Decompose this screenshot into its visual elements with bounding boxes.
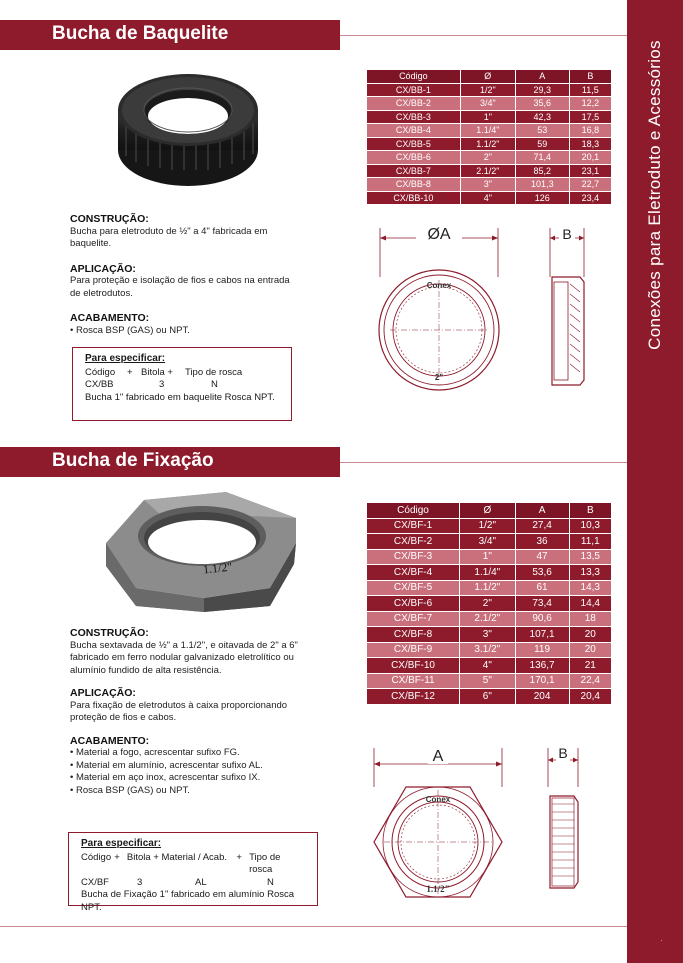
section1-spec-title: Para especificar: xyxy=(85,353,166,364)
table-cell: 1.1/4" xyxy=(460,124,515,138)
section2-acabamento-title: ACABAMENTO: xyxy=(70,734,150,747)
section1-rule xyxy=(340,35,627,36)
table-cell: 13,5 xyxy=(569,549,611,565)
table-cell: CX/BB-2 xyxy=(367,97,461,111)
table-cell: 42,3 xyxy=(515,110,569,124)
bakelite-front-drawing xyxy=(370,222,510,397)
table-cell: 14,4 xyxy=(569,596,611,612)
table-cell: CX/BF-6 xyxy=(367,596,460,612)
table-cell: 36 xyxy=(515,534,569,550)
table-cell: 204 xyxy=(515,689,569,705)
table-cell: 14,3 xyxy=(569,580,611,596)
table-header: A xyxy=(515,70,569,84)
section2-construcao-line: alumínio fundido de alta resistência. xyxy=(70,664,222,676)
table-cell: 20,4 xyxy=(569,689,611,705)
table-cell: 1.1/2" xyxy=(460,580,516,596)
table-header: A xyxy=(515,503,569,519)
table-cell: CX/BF-12 xyxy=(367,689,460,705)
spec-material-value: AL xyxy=(195,876,207,888)
section2-aplicacao-line: proteção de fios e cabos. xyxy=(70,712,177,723)
spec-bitola: Bitola + xyxy=(141,366,173,378)
table-cell: 18,3 xyxy=(569,137,611,151)
table-cell: 3" xyxy=(460,627,516,643)
table-row xyxy=(367,137,612,151)
table-row xyxy=(367,549,612,565)
table-cell: 2" xyxy=(460,596,516,612)
section1-dimension-table xyxy=(366,69,612,205)
table-cell: 2.1/2" xyxy=(460,611,516,627)
table-cell: CX/BF-7 xyxy=(367,611,460,627)
table-cell: 47 xyxy=(515,549,569,565)
fixation-bushing-photo xyxy=(100,488,300,613)
page-number: · xyxy=(660,936,663,945)
table-cell: 3" xyxy=(460,178,515,192)
table-cell: 4" xyxy=(460,191,515,205)
table-cell: CX/BF-8 xyxy=(367,627,460,643)
table-cell: 12,2 xyxy=(569,97,611,111)
spec-codigo-value: CX/BB xyxy=(85,379,114,390)
table-cell: 85,2 xyxy=(515,164,569,178)
section2-spec-example: Bucha de Fixação 1" fabricado em alumínio Rosca NPT. xyxy=(81,889,295,913)
table-cell: 59 xyxy=(515,137,569,151)
table-row xyxy=(367,151,612,165)
bakelite-bushing-photo xyxy=(108,60,268,200)
spec-plus: + xyxy=(127,366,133,378)
table-cell: 1/2" xyxy=(460,83,515,97)
table-cell: CX/BF-1 xyxy=(367,518,460,534)
side-band xyxy=(627,0,683,963)
table-cell: 21 xyxy=(569,658,611,674)
fixation-side-drawing xyxy=(540,742,590,907)
table-cell: 170,1 xyxy=(515,673,569,689)
spec-rosca-value: N xyxy=(211,379,218,390)
table-cell: 13,3 xyxy=(569,565,611,581)
section2-aplicacao-title: APLICAÇÃO: xyxy=(70,687,136,699)
table-cell: 73,4 xyxy=(515,596,569,612)
section2-acabamento-item: • Material em aço inox, acrescentar sufixo IX. xyxy=(70,772,261,783)
table-cell: 11,1 xyxy=(569,534,611,550)
table-cell: 126 xyxy=(515,191,569,205)
table-cell: 6" xyxy=(460,689,516,705)
table-cell: 1/2" xyxy=(460,518,516,534)
table-header: Ø xyxy=(460,503,516,519)
table-cell: 11,5 xyxy=(569,83,611,97)
table-row xyxy=(367,191,612,205)
table-cell: 101,3 xyxy=(515,178,569,192)
table-cell: CX/BF-3 xyxy=(367,549,460,565)
table-row xyxy=(367,164,612,178)
table-row xyxy=(367,97,612,111)
spec-codigo: Código xyxy=(81,851,112,863)
spec-rosca-value: N xyxy=(267,876,274,888)
brand-mark: Conex xyxy=(425,795,451,804)
table-row xyxy=(367,611,612,627)
table-row xyxy=(367,627,612,643)
table-cell: 23,1 xyxy=(569,164,611,178)
table-row xyxy=(367,580,612,596)
table-cell: 1" xyxy=(460,110,515,124)
spec-bitola-value: 3 xyxy=(159,379,165,390)
table-row xyxy=(367,673,612,689)
table-cell: CX/BB-5 xyxy=(367,137,461,151)
table-row xyxy=(367,83,612,97)
section1-aplicacao-line: Para proteção e isolação de fios e cabos na entrada xyxy=(70,275,290,286)
table-row xyxy=(367,518,612,534)
section1-title: Bucha de Baquelite xyxy=(52,23,229,44)
table-cell: 61 xyxy=(515,580,569,596)
table-cell: 17,5 xyxy=(569,110,611,124)
table-header: Ø xyxy=(460,70,515,84)
table-cell: 5" xyxy=(460,673,516,689)
table-row xyxy=(367,124,612,138)
table-cell: 35,6 xyxy=(515,97,569,111)
table-cell: CX/BB-6 xyxy=(367,151,461,165)
table-cell: 29,3 xyxy=(515,83,569,97)
section1-construcao-title: CONSTRUÇÃO: xyxy=(70,213,149,225)
size-mark: 1.1/2" xyxy=(426,884,450,894)
table-cell: 20 xyxy=(569,627,611,643)
table-cell: 27,4 xyxy=(515,518,569,534)
brand-mark: Conex xyxy=(426,281,452,290)
table-cell: CX/BB-1 xyxy=(367,83,461,97)
table-cell: 2" xyxy=(460,151,515,165)
table-cell: CX/BB-3 xyxy=(367,110,461,124)
footer-rule xyxy=(0,926,627,927)
dim-a-label: ØA xyxy=(427,226,451,243)
section1-construcao-line: Bucha para eletroduto de ½" a 4" fabricada em xyxy=(70,225,268,237)
table-cell: 1" xyxy=(460,549,516,565)
section1-aplicacao-title: APLICAÇÃO: xyxy=(70,262,136,275)
table-row xyxy=(367,178,612,192)
table-cell: CX/BB-7 xyxy=(367,164,461,178)
dim-a-label: A xyxy=(432,748,444,765)
section2-acabamento-item: • Material em alumínio, acrescentar sufixo AL. xyxy=(70,759,263,771)
table-row xyxy=(367,565,612,581)
table-cell: 4" xyxy=(460,658,516,674)
table-cell: 71,4 xyxy=(515,151,569,165)
table-cell: 1.1/2" xyxy=(460,137,515,151)
section1-spec-example: Bucha 1" fabricado em baquelite Rosca NPT. xyxy=(85,391,275,403)
spec-rosca: Tipo de rosca xyxy=(185,366,243,378)
table-cell: 2.1/2" xyxy=(460,164,515,178)
spec-codigo: Código xyxy=(85,366,116,378)
section2-acabamento-item: • Rosca BSP (GAS) ou NPT. xyxy=(70,784,190,796)
spec-rosca: Tipo de rosca xyxy=(249,851,281,875)
table-row xyxy=(367,658,612,674)
table-cell: 23,4 xyxy=(569,191,611,205)
table-cell: 3.1/2" xyxy=(460,642,516,658)
table-cell: CX/BB-4 xyxy=(367,124,461,138)
section1-acabamento-title: ACABAMENTO: xyxy=(70,312,150,324)
spec-bitola-material: Bitola + Material / Acab. xyxy=(126,851,227,863)
section2-construcao-line: Bucha sextavada de ½" a 1.1/2", e oitavada de 2" a 6" xyxy=(70,639,298,651)
section2-spec-box xyxy=(68,832,318,913)
table-cell: 53 xyxy=(515,124,569,138)
bakelite-side-drawing xyxy=(540,222,600,397)
section2-dimension-table xyxy=(366,502,612,705)
table-cell: 20 xyxy=(569,642,611,658)
table-cell: 119 xyxy=(515,642,569,658)
table-cell: 20,1 xyxy=(569,151,611,165)
table-header: B xyxy=(569,503,611,519)
spec-plus: + xyxy=(114,851,120,863)
section1-construcao-line: baquelite. xyxy=(70,238,112,249)
table-cell: CX/BB-8 xyxy=(367,178,461,192)
dim-b-label: B xyxy=(558,745,568,761)
table-cell: CX/BF-11 xyxy=(367,673,460,689)
table-row xyxy=(367,534,612,550)
table-row xyxy=(367,642,612,658)
table-cell: 22,7 xyxy=(569,178,611,192)
section2-title-bar xyxy=(0,447,340,477)
size-mark: 2" xyxy=(434,373,444,382)
table-cell: 1.1/4" xyxy=(460,565,516,581)
table-cell: 136,7 xyxy=(515,658,569,674)
table-cell: CX/BF-5 xyxy=(367,580,460,596)
spec-plus: + xyxy=(236,851,242,863)
table-cell: 53,6 xyxy=(515,565,569,581)
table-cell: 3/4" xyxy=(460,97,515,111)
section1-aplicacao-line: de eletrodutos. xyxy=(70,287,133,299)
table-header: Código xyxy=(367,70,461,84)
table-cell: 18 xyxy=(569,611,611,627)
section2-spec-title: Para especificar: xyxy=(81,838,162,849)
table-cell: CX/BF-4 xyxy=(367,565,460,581)
spec-codigo-value: CX/BF xyxy=(81,876,109,888)
spec-bitola-value: 3 xyxy=(137,876,143,888)
section1-title-bar xyxy=(0,20,340,50)
table-cell: 10,3 xyxy=(569,518,611,534)
table-row xyxy=(367,110,612,124)
table-cell: CX/BF-9 xyxy=(367,642,460,658)
table-cell: 16,8 xyxy=(569,124,611,138)
table-row xyxy=(367,596,612,612)
section2-description xyxy=(70,627,340,797)
table-header: Código xyxy=(367,503,460,519)
section2-acabamento-item: • Material a fogo, acrescentar sufixo FG. xyxy=(70,747,240,758)
section2-construcao-line: fabricado em ferro nodular galvanizado eletrolítico ou xyxy=(70,652,294,663)
table-header: B xyxy=(569,70,611,84)
section2-rule xyxy=(340,462,627,463)
table-cell: 3/4" xyxy=(460,534,516,550)
table-row xyxy=(367,689,612,705)
table-cell: CX/BF-10 xyxy=(367,658,460,674)
section2-aplicacao-line: Para fixação de eletrodutos à caixa proporcionando xyxy=(70,699,288,711)
section1-description xyxy=(70,213,320,337)
fixation-front-drawing xyxy=(364,742,514,907)
table-cell: CX/BF-2 xyxy=(367,534,460,550)
table-cell: CX/BB-10 xyxy=(367,191,461,205)
table-cell: 107,1 xyxy=(515,627,569,643)
table-cell: 22,4 xyxy=(569,673,611,689)
section2-construcao-title: CONSTRUÇÃO: xyxy=(70,627,149,639)
table-cell: 90,6 xyxy=(515,611,569,627)
section2-title: Bucha de Fixação xyxy=(52,450,214,471)
photo-size-mark: 1.1/2" xyxy=(202,559,233,577)
section1-spec-box xyxy=(72,347,292,421)
section1-acabamento-item: • Rosca BSP (GAS) ou NPT. xyxy=(70,324,190,336)
dim-b-label: B xyxy=(562,226,572,242)
side-title: Conexões para Eletroduto e Acessórios xyxy=(645,40,664,350)
